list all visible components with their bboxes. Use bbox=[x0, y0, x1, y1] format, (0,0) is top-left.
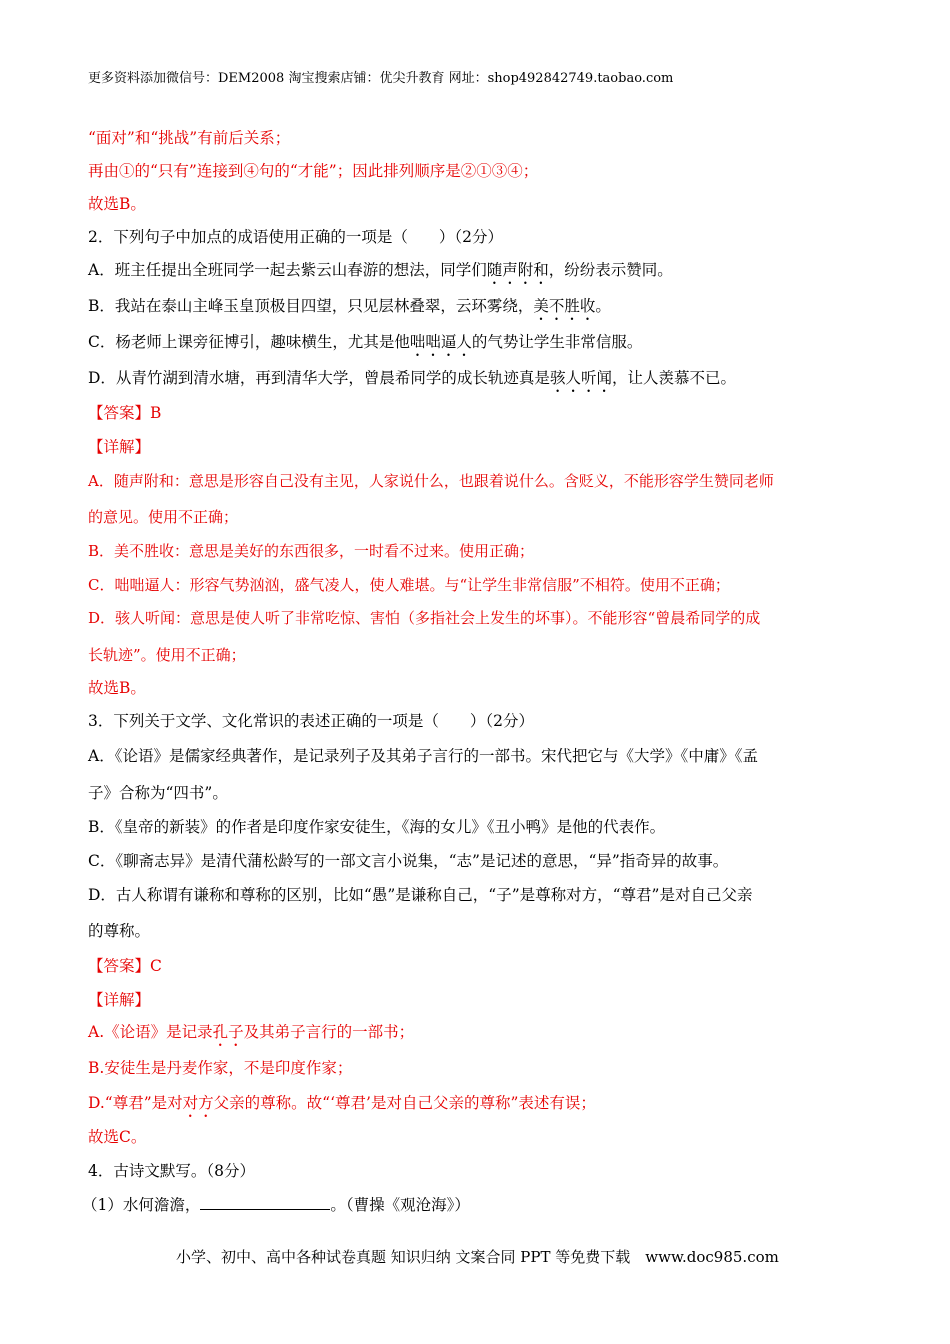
q2-explanation-a-cont: 的意见。使用不正确； bbox=[88, 508, 239, 526]
dotted-idiom: 咄咄逼人 bbox=[409, 333, 472, 351]
dotted-emphasis: 对方 bbox=[182, 1094, 214, 1112]
q2-option-d: D．从青竹湖到清水塘，再到清华大学，曾晨希同学的成长轨迹真是骇人听闻，让人羡慕不已。 bbox=[88, 369, 736, 387]
choice-conclusion: 故选B。 bbox=[88, 195, 146, 213]
page-footer: 小学、初中、高中各种试卷真题 知识归纳 文案合同 PPT 等免费下载 www.doc985.com bbox=[176, 1248, 779, 1266]
explanation-line: 再由①的“只有”连接到④句的“才能”；因此排列顺序是②①③④； bbox=[88, 162, 539, 180]
q2-explanation-b: B．美不胜收：意思是美好的东西很多，一时看不过来。使用正确； bbox=[88, 542, 535, 560]
q3-option-d-cont: 的尊称。 bbox=[88, 922, 151, 940]
q2-choice-conclusion: 故选B。 bbox=[88, 679, 146, 697]
dotted-emphasis: 孔子 bbox=[212, 1023, 244, 1041]
question-3-stem: 3．下列关于文学、文化常识的表述正确的一项是（ ）（2分） bbox=[88, 712, 534, 730]
q3-option-a-cont: 子》合称为“四书”。 bbox=[88, 784, 228, 802]
q3-option-c: C．《聊斋志异》是清代蒲松龄写的一部文言小说集，“志”是记述的意思，“异”指奇异的故事。 bbox=[88, 852, 729, 870]
q2-explanation-d-cont: 长轨迹”。使用不正确； bbox=[88, 646, 246, 664]
dotted-idiom: 骇人听闻 bbox=[549, 369, 612, 387]
question-2-stem: 2．下列句子中加点的成语使用正确的一项是（ ）（2分） bbox=[88, 228, 503, 246]
q2-explanation-a: A．随声附和：意思是形容自己没有主见，人家说什么，也跟着说什么。含贬义，不能形容学生赞同老师 bbox=[88, 472, 774, 490]
q2-option-c: C．杨老师上课旁征博引，趣味横生，尤其是他咄咄逼人的气势让学生非常信服。 bbox=[88, 333, 643, 351]
q2-option-a: A．班主任提出全班同学一起去紫云山春游的想法，同学们随声附和，纷纷表示赞同。 bbox=[88, 261, 673, 279]
q3-option-b: B．《皇帝的新装》的作者是印度作家安徒生，《海的女儿》《丑小鸭》是他的代表作。 bbox=[88, 818, 666, 836]
q2-explanation-c: C．咄咄逼人：形容气势汹汹，盛气凌人，使人难堪。与“让学生非常信服”不相符。使用不正确； bbox=[88, 576, 730, 594]
q3-option-d: D．古人称谓有谦称和尊称的区别，比如“愚”是谦称自己，“子”是尊称对方，“尊君”是对自己父亲 bbox=[88, 886, 753, 904]
q4-item-1: （1）水何澹澹， 。（曹操《观沧海》） bbox=[82, 1196, 470, 1214]
question-4-stem: 4．古诗文默写。（8分） bbox=[88, 1162, 255, 1180]
q3-answer: 【答案】C bbox=[88, 957, 162, 975]
q2-detail-heading: 【详解】 bbox=[88, 438, 151, 456]
q3-option-a: A．《论语》是儒家经典著作，是记录列子及其弟子言行的一部书。宋代把它与《大学》《中庸》《孟 bbox=[88, 747, 758, 765]
q3-explanation-b: B.安徒生是丹麦作家，不是印度作家； bbox=[88, 1059, 353, 1077]
q3-explanation-a: A.《论语》是记录孔子及其弟子言行的一部书； bbox=[88, 1023, 415, 1041]
q2-answer: 【答案】B bbox=[88, 404, 162, 422]
q3-detail-heading: 【详解】 bbox=[88, 991, 151, 1009]
q3-explanation-d: D.“尊君”是对对方父亲的尊称。故“‘尊君’是对自己父亲的尊称”表述有误； bbox=[88, 1094, 596, 1112]
q2-explanation-d: D．骇人听闻：意思是使人听了非常吃惊、害怕（多指社会上发生的坏事）。不能形容“曾晨希同学的成 bbox=[88, 609, 761, 627]
page-header: 更多资料添加微信号：DEM2008 淘宝搜索店铺：优尖升教育 网址：shop492842749.taobao.com bbox=[88, 71, 674, 86]
q2-option-b: B．我站在泰山主峰玉皇顶极目四望，只见层林叠翠，云环雾绕，美不胜收。 bbox=[88, 297, 611, 315]
dotted-idiom: 随声附和 bbox=[486, 261, 549, 279]
dotted-idiom: 美不胜收 bbox=[533, 297, 596, 315]
explanation-line: “面对”和“挑战”有前后关系； bbox=[88, 129, 291, 147]
fill-in-blank[interactable] bbox=[200, 1195, 330, 1210]
q3-choice-conclusion: 故选C。 bbox=[88, 1128, 147, 1146]
